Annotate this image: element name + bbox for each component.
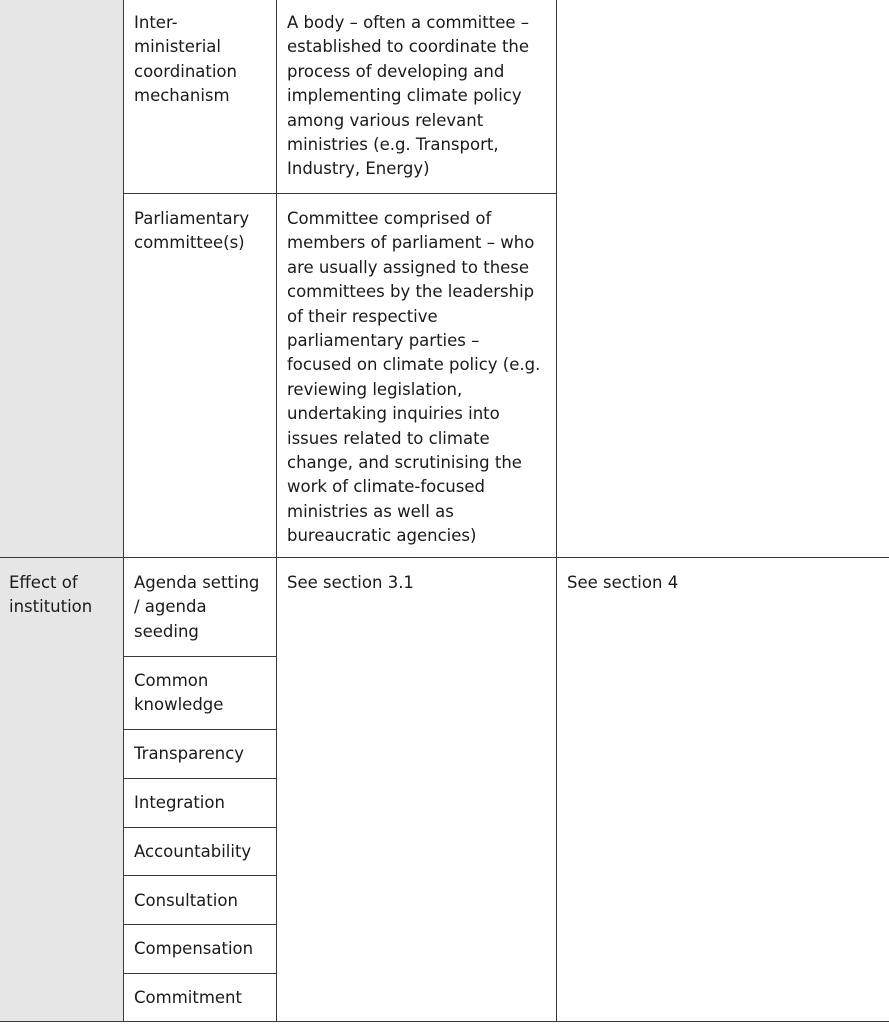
grid-hline-item-1	[123, 656, 277, 657]
mechanism-description-interministerial: A body – often a committee – established to coordinate the process of developing and implementing climate policy among various relevant ministries (e.g. Transport, Industry, Energy)	[287, 13, 530, 179]
mechanism-name-parliamentary: Parliamentary committee(s)	[134, 209, 250, 253]
grid-hline-item-2	[123, 729, 277, 730]
grid-hline-row-divider	[0, 557, 889, 558]
grid-hline-item-7	[123, 973, 277, 974]
grid-hline-item-3	[123, 778, 277, 779]
row-label-effect: Effect of institution	[9, 573, 93, 617]
row-label-band-top	[0, 0, 123, 557]
grid-hline-sub-1	[123, 193, 557, 194]
row-label-band-bottom	[0, 558, 123, 1021]
effect-item-consultation: Consultation	[134, 891, 238, 910]
effect-item-integration: Integration	[134, 793, 225, 812]
grid-hline-item-6	[123, 924, 277, 925]
grid-vline-1	[123, 0, 124, 1022]
mechanism-description-parliamentary: Committee comprised of members of parliament – who are usually assigned to these committees by the leadership of their respective parliamentary parties – focused on climate policy (e.g. reviewing legislation, undertaking inquiries into issues related to climate change, and scrutinising the work of climate-focused ministries as well as bureaucratic agencies)	[287, 209, 541, 546]
effect-item-agenda-setting: Agenda setting / agenda seeding	[134, 573, 260, 641]
mechanism-name-interministerial: Inter- ministerial coordination mechanism	[134, 13, 237, 106]
effect-item-accountability: Accountability	[134, 842, 252, 861]
effect-description: See section 3.1	[287, 573, 414, 592]
grid-hline-item-5	[123, 875, 277, 876]
grid-hline-item-4	[123, 827, 277, 828]
grid-hline-bottom	[0, 1021, 889, 1022]
effect-item-common-knowledge: Common knowledge	[134, 671, 224, 715]
effect-reference: See section 4	[567, 573, 679, 592]
effect-item-commitment: Commitment	[134, 988, 242, 1007]
grid-vline-2	[276, 0, 277, 1022]
effect-item-compensation: Compensation	[134, 939, 254, 958]
grid-vline-3	[556, 0, 557, 1022]
effect-item-transparency: Transparency	[134, 744, 245, 763]
